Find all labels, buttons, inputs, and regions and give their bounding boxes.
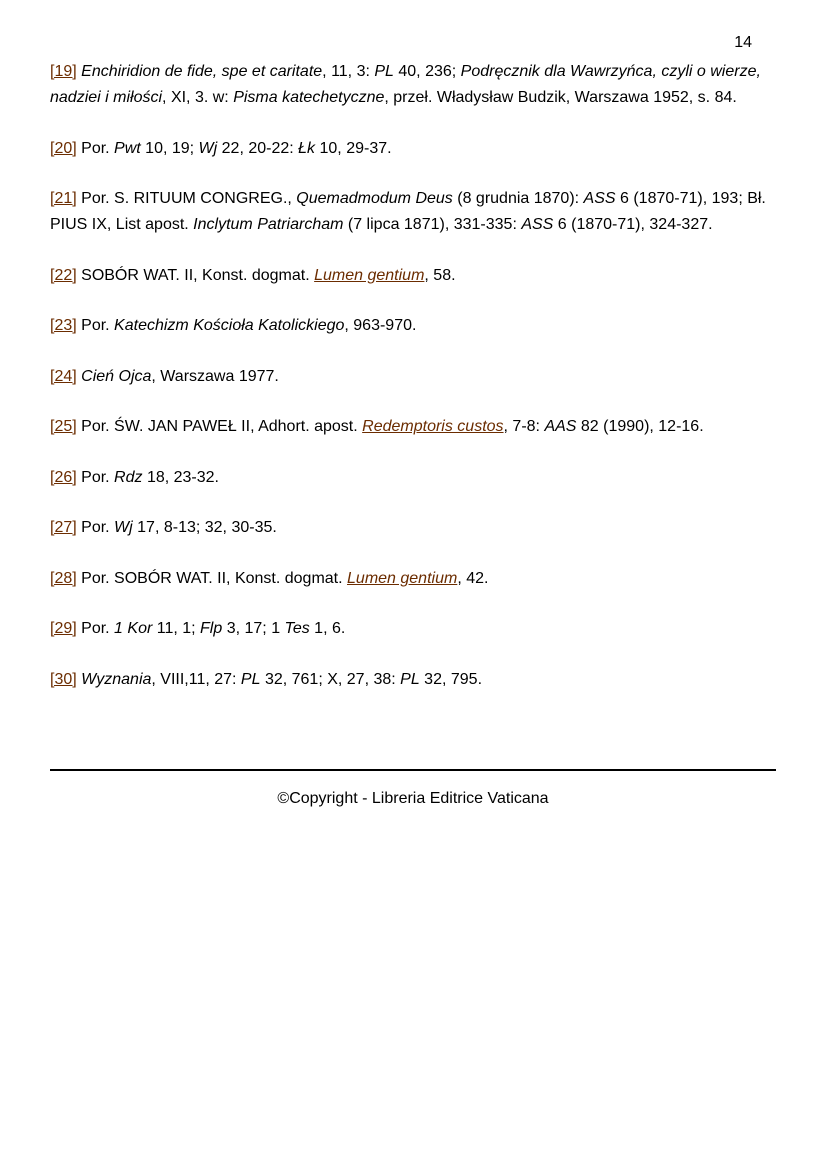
footnote <box>50 566 776 592</box>
footnote <box>50 414 776 440</box>
footnote-text: Por. Wj 17, 8-13; 32, 30-35. <box>81 519 277 536</box>
footnote-ref-link[interactable]: [26] <box>50 468 77 486</box>
footnote <box>50 186 776 238</box>
footnote-ref-link[interactable]: [27] <box>50 519 77 536</box>
document-link[interactable]: Lumen gentium <box>347 569 458 587</box>
footnote-ref-link[interactable]: [21] <box>50 190 77 207</box>
footnote-ref-link[interactable]: [25] <box>50 418 77 435</box>
footnote-text: Enchiridion de fide, spe et caritate, 11, 3: PL 40, 236; Podręcznik dla Wawrzyńca, czyli o wierze, nadziei i miłości, XI, 3. w: Pisma katechetyczne, przeł. Władysław Budzik, Warszawa 1952, s. 84. <box>50 63 761 106</box>
footnote <box>50 136 776 162</box>
footnote-text: Por. ŚW. JAN PAWEŁ II, Adhort. apost. Redemptoris custos, 7-8: AAS 82 (1990), 12-16. <box>81 418 704 435</box>
footnote <box>50 616 776 642</box>
footnote-text: SOBÓR WAT. II, Konst. dogmat. Lumen gentium, 58. <box>81 266 456 284</box>
footnote-text: Por. Katechizm Kościoła Katolickiego, 963-970. <box>81 317 417 334</box>
footnotes-list <box>50 59 776 717</box>
footnote-ref-link[interactable]: [20] <box>50 139 77 157</box>
footnote-text: Por. SOBÓR WAT. II, Konst. dogmat. Lumen gentium, 42. <box>81 569 489 587</box>
footnote-text: Por. Pwt 10, 19; Wj 22, 20-22: Łk 10, 29-37. <box>81 139 392 157</box>
footnote <box>50 313 776 339</box>
document-link[interactable]: Lumen gentium <box>314 266 425 284</box>
footnote <box>50 667 776 693</box>
footnote-ref-link[interactable]: [23] <box>50 317 77 334</box>
footnote-text: Cień Ojca, Warszawa 1977. <box>81 367 279 385</box>
footnote-ref-link[interactable]: [28] <box>50 569 77 587</box>
footnote <box>50 364 776 390</box>
footnote-text: Por. Rdz 18, 23-32. <box>81 468 219 486</box>
footnote <box>50 59 776 111</box>
footnote-ref-link[interactable]: [19] <box>50 63 77 80</box>
footnote-ref-link[interactable]: [24] <box>50 367 77 385</box>
page-number: 14 <box>734 34 752 51</box>
footnote <box>50 465 776 491</box>
footnote-text: Por. S. RITUUM CONGREG., Quemadmodum Deus (8 grudnia 1870): ASS 6 (1870-71), 193; Bł. PIUS IX, List apost. Inclytum Patriarcham (7 lipca 1871), 331-335: ASS 6 (1870-71), 324-327. <box>50 190 766 233</box>
footnote-text: Wyznania, VIII,11, 27: PL 32, 761; X, 27, 38: PL 32, 795. <box>81 670 483 688</box>
footnote-text: Por. 1 Kor 11, 1; Flp 3, 17; 1 Tes 1, 6. <box>81 620 346 637</box>
footnote-ref-link[interactable]: [29] <box>50 620 77 637</box>
footnote <box>50 515 776 541</box>
document-link[interactable]: Redemptoris custos <box>362 418 504 435</box>
copyright-notice: ©Copyright - Libreria Editrice Vaticana <box>277 790 549 807</box>
footnote-ref-link[interactable]: [22] <box>50 266 77 284</box>
footnote <box>50 263 776 289</box>
footer-divider <box>50 769 776 771</box>
footnote-ref-link[interactable]: [30] <box>50 670 77 688</box>
